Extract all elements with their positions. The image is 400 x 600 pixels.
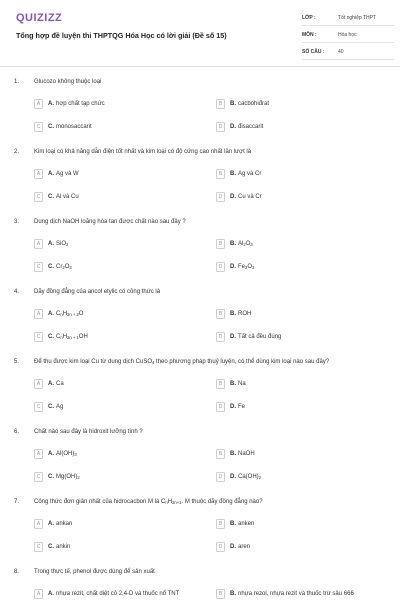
option-label: D. (230, 403, 236, 410)
option-body: $Al_2O_3$ (238, 240, 253, 247)
option-label: A. (48, 520, 54, 527)
option-b[interactable] (216, 589, 396, 600)
option-text (48, 171, 79, 177)
meta-value: 40 (338, 49, 344, 55)
option-label: D. (230, 333, 236, 340)
option-letter-box: D (216, 472, 225, 482)
option-text (48, 544, 70, 550)
option-body: $Ca(OH)_2$ (238, 473, 262, 480)
option-letter-box: A (34, 379, 43, 389)
option-d[interactable] (216, 262, 396, 274)
question-text: Dãy đồng đẳng của ancol etylic có công thức là (34, 289, 161, 295)
quizizz-logo: QUIZIZZ (16, 12, 63, 24)
question-number: 3. (14, 219, 20, 225)
option-body: nhựa rezol, nhựa rezit và thuốc trừ sâu 666 (238, 590, 354, 597)
question-text: Dung dịch NaOH loãng hòa tan được chất nào sau đây ? (34, 219, 186, 225)
option-body: Ag và Cr (238, 170, 262, 177)
page-title: Tổng hợp đề luyện thi THPTQG Hóa Học có lời giải (Đề số 15) (16, 31, 227, 40)
option-label: A. (48, 380, 54, 387)
option-letter-box: B (216, 589, 225, 599)
option-body: anken (238, 520, 255, 527)
meta-key: MÔN : (302, 32, 317, 38)
option-letter-box: A (34, 449, 43, 459)
option-label: D. (230, 123, 236, 130)
option-letter-box: A (34, 589, 43, 599)
option-text (48, 334, 88, 340)
option-label: B. (230, 590, 236, 597)
option-text (230, 474, 261, 480)
option-d[interactable] (216, 332, 396, 344)
question-text: Trong thực tế, phenol được dùng để sản xuất (34, 569, 155, 575)
option-body: aren (238, 543, 251, 550)
option-text (48, 474, 80, 480)
option-body: ankin (56, 543, 71, 550)
option-label: C. (48, 403, 54, 410)
option-a[interactable] (34, 519, 214, 531)
option-label: B. (230, 170, 236, 177)
option-d[interactable] (216, 122, 396, 134)
option-letter-box: C (34, 472, 43, 482)
question-5 (0, 359, 400, 429)
option-label: B. (230, 380, 236, 387)
option-letter-box: A (34, 239, 43, 249)
option-text (230, 194, 262, 200)
option-a[interactable] (34, 239, 214, 251)
option-c[interactable] (34, 472, 214, 484)
option-label: A. (48, 240, 54, 247)
option-b[interactable] (216, 239, 396, 251)
option-a[interactable] (34, 99, 214, 111)
option-body: đisaccarit (238, 123, 264, 130)
option-a[interactable] (34, 309, 214, 321)
option-text (48, 404, 63, 410)
option-letter-box: B (216, 309, 225, 319)
question-1 (0, 79, 400, 149)
option-a[interactable] (34, 169, 214, 181)
option-c[interactable] (34, 542, 214, 554)
option-text (230, 381, 246, 387)
meta-panel (302, 11, 394, 62)
option-label: A. (48, 450, 54, 457)
question-text: Glucozo không thuộc loại (34, 79, 102, 85)
question-text: Kim loại có khả năng dẫn điện tốt nhất và kim loại có độ cứng cao nhất lần lượt là (34, 149, 252, 155)
option-label: B. (230, 240, 236, 247)
meta-key: SỐ CÂU : (302, 49, 325, 55)
option-c[interactable] (34, 122, 214, 134)
option-c[interactable] (34, 402, 214, 414)
option-body: cacbohiđrat (238, 100, 270, 107)
question-text: Chất nào sau đây là hidroxit lưỡng tính ? (34, 429, 143, 435)
option-letter-box: C (34, 402, 43, 412)
option-label: A. (48, 310, 54, 317)
option-c[interactable] (34, 332, 214, 344)
option-text (230, 404, 245, 410)
option-letter-box: D (216, 542, 225, 552)
option-letter-box: A (34, 519, 43, 529)
question-number: 5. (14, 359, 20, 365)
option-text (230, 451, 255, 457)
question-7 (0, 499, 400, 569)
option-text (48, 264, 72, 270)
option-text (230, 171, 261, 177)
option-letter-box: C (34, 262, 43, 272)
option-label: C. (48, 263, 54, 270)
option-label: B. (230, 520, 236, 527)
option-text (230, 334, 281, 340)
option-text (230, 521, 254, 527)
option-text (48, 451, 77, 457)
option-text (48, 311, 83, 317)
option-body: nhựa rezit, chất diệt cỏ 2,4-D và thuốc nổ TNT (56, 590, 180, 597)
option-body: Ag và W (56, 170, 79, 177)
option-body: monosaccarit (56, 123, 92, 130)
option-text (230, 311, 251, 317)
question-number: 8. (14, 569, 20, 575)
option-a[interactable] (34, 379, 214, 391)
option-letter-box: A (34, 99, 43, 109)
question-3 (0, 219, 400, 289)
option-letter-box: C (34, 542, 43, 552)
option-body: ROH (238, 310, 252, 317)
option-d[interactable] (216, 542, 396, 554)
option-text (230, 124, 263, 130)
option-body: $C_nH_{2n + 2}O$ (56, 310, 84, 317)
question-text: Công thức đơn giản nhất của hidrocacbon M là $C_nH_{2n+1}$. M thuộc dãy đồng đẳng nào? (34, 499, 263, 505)
option-a[interactable] (34, 589, 214, 600)
option-letter-box: D (216, 402, 225, 412)
option-label: C. (48, 333, 54, 340)
option-a[interactable] (34, 449, 214, 461)
option-d[interactable] (216, 402, 396, 414)
option-body: Na (238, 380, 246, 387)
meta-row-class (302, 11, 394, 26)
option-text (230, 591, 354, 597)
option-letter-box: B (216, 239, 225, 249)
option-label: C. (48, 123, 54, 130)
meta-row-subject (302, 28, 394, 43)
meta-value: Hóa học (338, 32, 357, 38)
option-body: $C_nH_{2n + 1}OH$ (56, 333, 88, 340)
option-text (48, 521, 72, 527)
option-body: Ca (56, 380, 64, 387)
option-label: B. (230, 100, 236, 107)
option-body: Cu và Cr (238, 193, 262, 200)
option-label: A. (48, 170, 54, 177)
option-b[interactable] (216, 309, 396, 321)
option-b[interactable] (216, 449, 396, 461)
option-letter-box: D (216, 192, 225, 202)
option-c[interactable] (34, 192, 214, 204)
question-number: 6. (14, 429, 20, 435)
option-text (48, 381, 64, 387)
option-letter-box: B (216, 99, 225, 109)
option-body: Fe (238, 403, 246, 410)
option-label: C. (48, 543, 54, 550)
option-label: B. (230, 450, 236, 457)
option-body: $Fe_2O_3$ (238, 263, 255, 270)
page-header (0, 0, 400, 70)
option-text (48, 194, 79, 200)
option-text (48, 124, 92, 130)
question-6 (0, 429, 400, 499)
option-text (230, 241, 253, 247)
meta-key: LỚP : (302, 15, 316, 21)
option-letter-box: D (216, 262, 225, 272)
option-letter-box: B (216, 449, 225, 459)
meta-row-count (302, 45, 394, 60)
question-2 (0, 149, 400, 219)
option-body: SiO$_2$ (56, 240, 69, 247)
option-text (48, 241, 68, 247)
option-body: $Al(OH)_3$ (56, 450, 77, 457)
option-letter-box: B (216, 519, 225, 529)
option-letter-box: A (34, 309, 43, 319)
option-c[interactable] (34, 262, 214, 274)
option-b[interactable] (216, 519, 396, 531)
meta-value: Tốt nghiệp THPT (338, 15, 376, 21)
option-label: D. (230, 193, 236, 200)
question-text: Để thu được kim loại Cu từ dung dịch CuSO$_4$ theo phương pháp thuỷ luyện, có thể dùng kim loại nào sau đây? (34, 359, 330, 365)
option-letter-box: D (216, 122, 225, 132)
option-text (230, 544, 250, 550)
question-8 (0, 569, 400, 600)
option-label: A. (48, 590, 54, 597)
option-b[interactable] (216, 169, 396, 181)
option-body: Tất cả đều đúng (238, 333, 282, 340)
option-letter-box: D (216, 332, 225, 342)
question-number: 2. (14, 149, 20, 155)
option-text (48, 591, 179, 597)
question-number: 4. (14, 289, 20, 295)
option-body: $Cr_2O_3$ (56, 263, 72, 270)
option-label: B. (230, 310, 236, 317)
option-body: $Mg(OH)_2$ (56, 473, 80, 480)
option-body: ankan (56, 520, 73, 527)
option-letter-box: B (216, 379, 225, 389)
option-text (48, 101, 105, 107)
option-label: D. (230, 263, 236, 270)
option-body: Ag (56, 403, 64, 410)
option-body: hợp chất tạp chức (56, 100, 105, 107)
option-letter-box: B (216, 169, 225, 179)
option-label: C. (48, 193, 54, 200)
option-text (230, 101, 269, 107)
option-d[interactable] (216, 472, 396, 484)
option-label: C. (48, 473, 54, 480)
question-number: 1. (14, 79, 20, 85)
question-4 (0, 289, 400, 359)
option-b[interactable] (216, 379, 396, 391)
question-number: 7. (14, 499, 20, 505)
option-letter-box: A (34, 169, 43, 179)
option-label: A. (48, 100, 54, 107)
option-letter-box: C (34, 122, 43, 132)
option-d[interactable] (216, 192, 396, 204)
option-body: NaOH (238, 450, 255, 457)
option-letter-box: C (34, 332, 43, 342)
header-divider (0, 66, 400, 67)
option-b[interactable] (216, 99, 396, 111)
option-body: Al và Cu (56, 193, 79, 200)
option-label: D. (230, 543, 236, 550)
option-text (230, 264, 254, 270)
option-letter-box: C (34, 192, 43, 202)
option-label: D. (230, 473, 236, 480)
